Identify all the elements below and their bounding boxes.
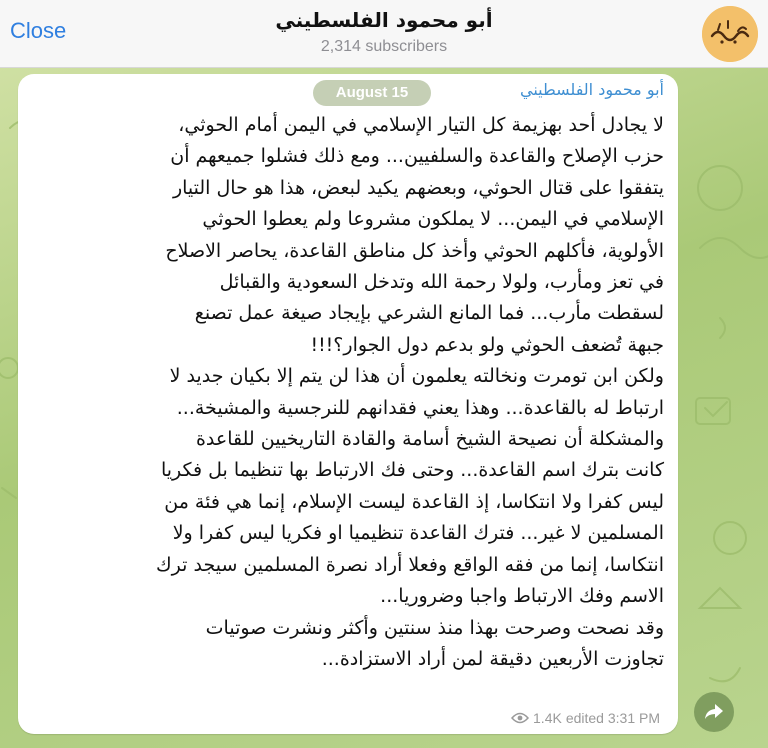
message-sender[interactable]: أبو محمود الفلسطيني: [520, 80, 664, 99]
close-button[interactable]: Close: [10, 18, 67, 43]
message-text: لا يجادل أحد بهزيمة كل التيار الإسلامي في اليمن أمام الحوثي، حزب الإصلاح والقاعدة والسلفيين... ومع ذلك فشلوا جميعهم أن يتفقوا على قتال الحوثي، وبعضهم يكيد لبعض، هذا هو حال التيار الإسلامي في اليمن... لا يملكون مشروعا ولم يعطوا الحوثي الأولوية، فأكلهم الحوثي وأخذ كل مناطق القاعدة، يحاصر الاصلاح في تعز ومأرب، ولولا رحمة الله وتدخل السعودية والقبائل لسقطت مأرب... فما المانع الشرعي بإيجاد صيغة عمل تصنع جبهة تُضعف الحوثي ولو بدعم دول الجوار؟!!! ولكن ابن تومرت ونخالته يعلمون أن هذا لن يتم إلا بكيان جديد لا ارتباط له بالقاعدة... وهذا يعني فقدانهم للنرجسية والمشيخة... والمشكلة أن نصيحة الشيخ أسامة والقادة التاريخيين للقاعدة كانت بترك اسم القاعدة... وحتى فك الارتباط بها تنظيما بل فكريا ليس كفرا ولا انتكاسا، إذ القاعدة ليست الإسلام، إنما هي فئة من المسلمين لا غير... فترك القاعدة تنظيميا او فكريا ليس كفرا ولا انتكاسا، إنما من فقه الواقع وفعلا أراد نصرة المسلمين سيجد ترك الاسم وفك الارتباط واجبا وضروريا... وقد نصحت وصرحت بهذا منذ سنتين وأكثر ونشرت صوتيات تجاوزت الأربعين دقيقة لمن أراد الاستزادة...: [156, 114, 664, 670]
edited-time: edited 3:31 PM: [565, 710, 660, 726]
channel-avatar[interactable]: [702, 6, 758, 62]
date-separator: August 15: [313, 80, 431, 106]
share-arrow-icon: [703, 702, 725, 722]
calligraphy-logo-icon: [702, 6, 758, 62]
view-count: 1.4K: [533, 710, 562, 726]
message-meta: [511, 710, 660, 726]
channel-name[interactable]: أبو محمود الفلسطيني: [275, 8, 493, 32]
share-button[interactable]: [694, 692, 734, 732]
subscriber-count: 2,314 subscribers: [320, 38, 448, 55]
message-bubble[interactable]: [18, 74, 678, 734]
eye-icon: [511, 712, 529, 724]
chat-header: [0, 0, 768, 68]
